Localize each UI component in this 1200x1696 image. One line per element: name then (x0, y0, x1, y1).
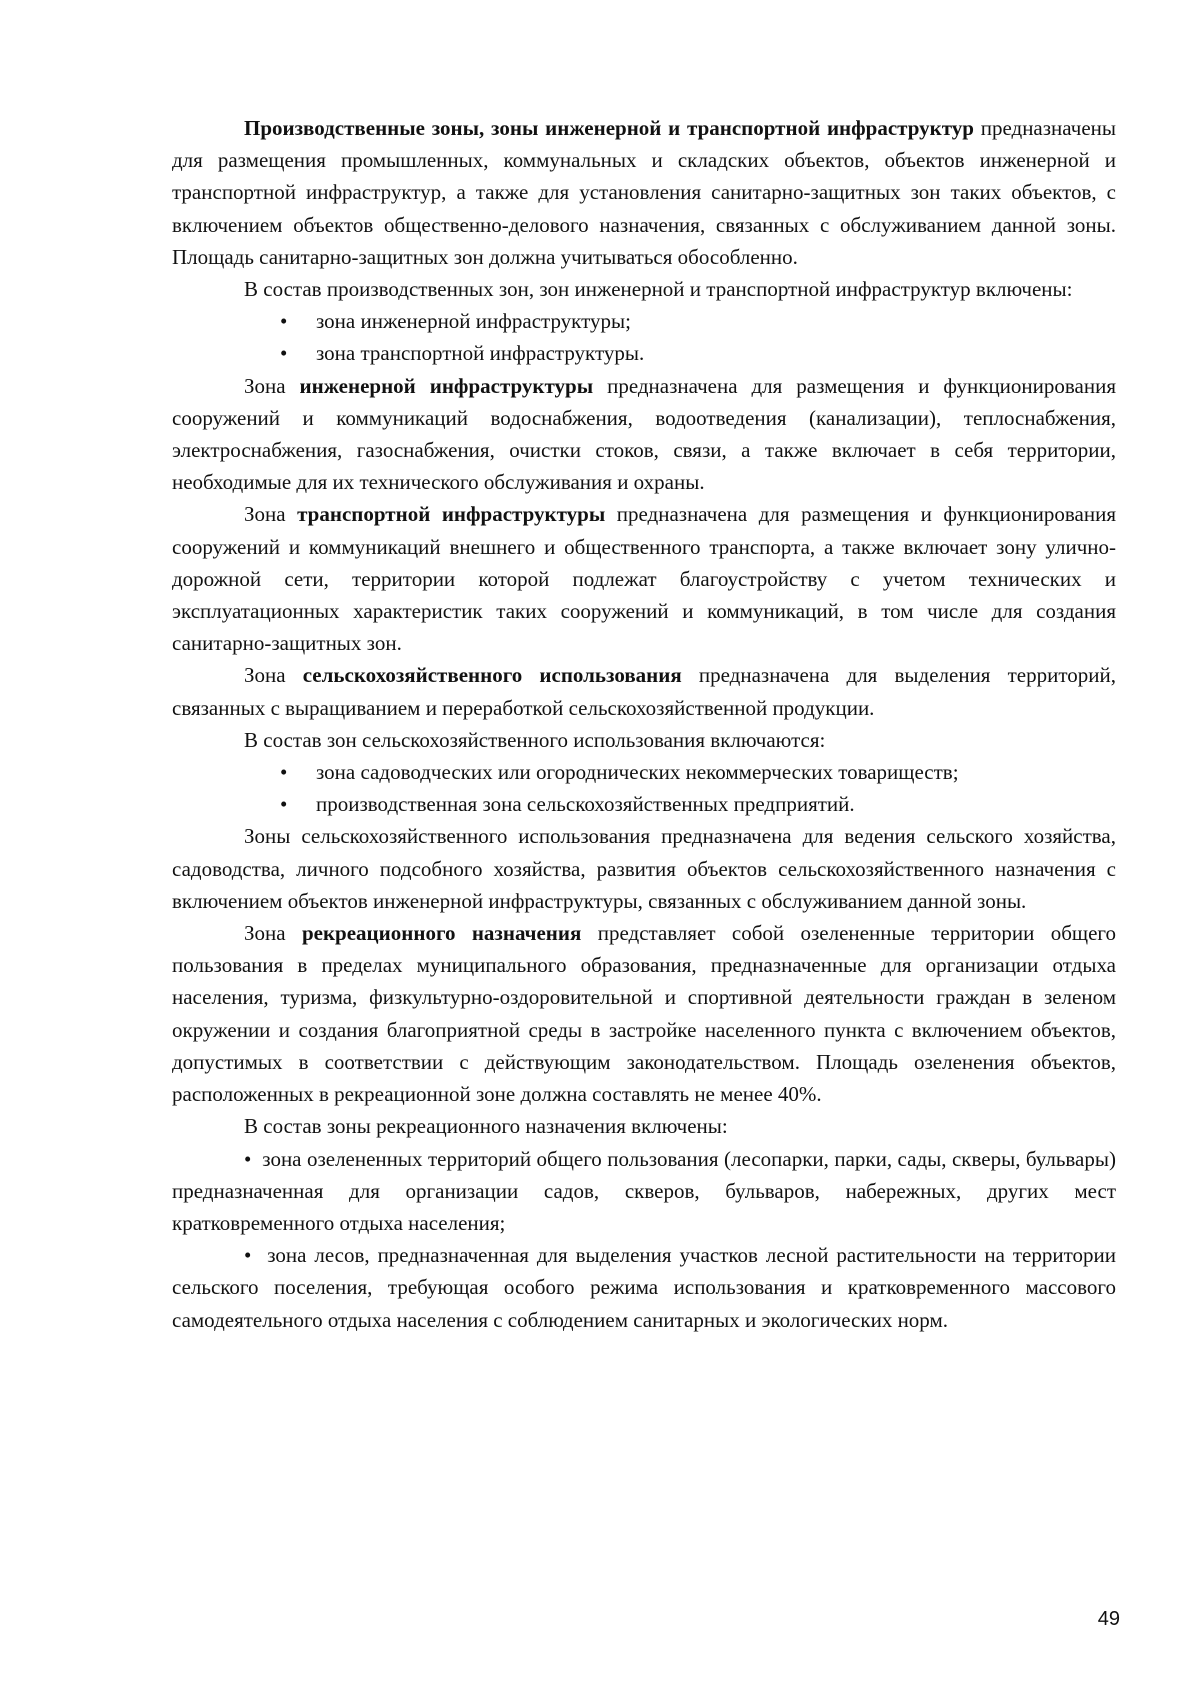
paragraph-text: предназначена для размещения и функционирования сооружений и коммуникаций водоснабжения, водоотведения (канализации), теплоснабжения, электроснабжения, газоснабжения, очистки стоков, связи, а также включает в себя территории, необходимые для их технического обслуживания и охраны. (172, 373, 1116, 495)
bullet-list-agricultural (172, 756, 1116, 820)
paragraph-agricultural-purpose: Зоны сельскохозяйственного использования предназначена для ведения сельского хозяйства, садоводства, личного подсобного хозяйства, развития объектов сельскохозяйственного назначения с включением объектов инженерной инфраструктуры, связанных с обслуживанием данной зоны. (172, 824, 1116, 913)
paragraph-text: предназначена для выделения территорий, связанных с выращиванием и переработкой сельскохозяйственной продукции. (172, 663, 1116, 720)
bold-term: рекреационного назначения (301, 921, 582, 946)
list-item: • зона садоводческих или огороднических некоммерческих товариществ; (172, 756, 1116, 788)
paragraph-green-areas-item: • зона озелененных территорий общего пользования (лесопарки, парки, сады, скверы, бульвары) предназначенная для организации садов, скверов, бульваров, набережных, других мест кратковременного отдыха населения; (172, 1143, 1116, 1240)
paragraph-text: представляет собой озелененные территории общего пользования в пределах муниципального образования, предназначенные для организации отдыха населения, туризма, физкультурно-оздоровительной и спортивной деятельности граждан в зеленом окружении и создания благоприятной среды в застройке населенного пункта с включением объектов, допустимых в соответствии с действующим законодательством. Площадь озеленения объектов, расположенных в рекреационной зоне должна составлять не менее 40%. (172, 921, 1116, 1107)
paragraph-text: Зона (244, 663, 303, 688)
paragraph-agricultural-composition: В состав зон сельскохозяйственного использования включаются: (244, 727, 826, 752)
paragraph-recreational-zone (172, 917, 1116, 1110)
list-item: • зона транспортной инфраструктуры. (172, 337, 1116, 369)
paragraph-production-composition: В состав производственных зон, зон инженерной и транспортной инфраструктур включены: (244, 277, 1073, 302)
document-body (172, 112, 1116, 1336)
paragraph-text: Зона (244, 921, 302, 946)
paragraph-engineering-zone (172, 370, 1116, 499)
bold-term: транспортной инфраструктуры (297, 502, 606, 527)
page-number: 49 (1097, 1608, 1120, 1630)
paragraph-transport-zone (172, 498, 1116, 659)
paragraph-text: предназначены для размещения промышленных, коммунальных и складских объектов, объектов инженерной и транспортной инфраструктур, а также для установления санитарно-защитных зон таких объектов, с включением объектов общественно-делового назначения, связанных с обслуживанием данной зоны. Площадь санитарно-защитных зон должна учитываться обособленно. (172, 116, 1116, 269)
paragraph-production-zones (172, 112, 1116, 273)
paragraph-agricultural-zone (172, 659, 1116, 723)
bold-term: сельскохозяйственного использования (302, 663, 682, 688)
bold-term: инженерной инфраструктуры (299, 373, 594, 398)
list-item: • производственная зона сельскохозяйственных предприятий. (172, 788, 1116, 820)
paragraph-forest-zone-item: • зона лесов, предназначенная для выделения участков лесной растительности на территории сельского поселения, требующая особого режима использования и кратковременного массового самодеятельного отдыха населения с соблюдением санитарных и экологических норм. (172, 1239, 1116, 1336)
paragraph-text: предназначена для размещения и функционирования сооружений и коммуникаций внешнего и общественного транспорта, а также включает зону улично-дорожной сети, территории которой подлежат благоустройству с учетом технических и эксплуатационных характеристик таких сооружений и коммуникаций, в том числе для создания санитарно-защитных зон. (172, 502, 1116, 656)
paragraph-recreational-composition: В состав зоны рекреационного назначения включены: (244, 1114, 728, 1139)
bullet-list-production (172, 305, 1116, 369)
bold-term: Производственные зоны, зоны инженерной и транспортной инфраструктур (244, 116, 974, 140)
paragraph-text: Зона (244, 502, 298, 527)
paragraph-text: Зона (244, 373, 300, 398)
list-item: • зона инженерной инфраструктуры; (172, 305, 1116, 337)
